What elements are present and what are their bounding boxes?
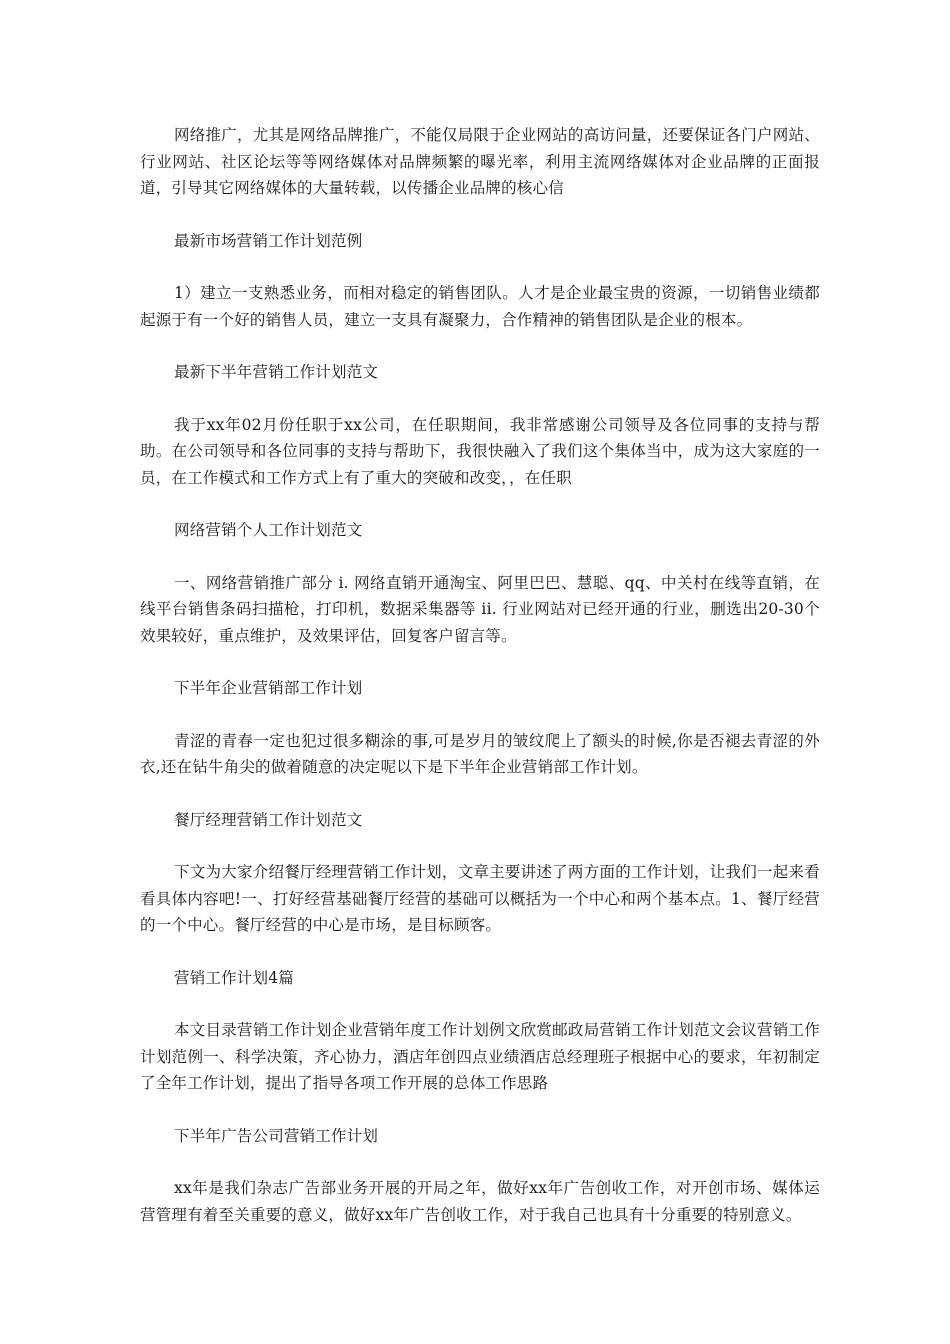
section-heading-1: 最新市场营销工作计划范例	[174, 231, 363, 250]
section-heading-5: 餐厅经理营销工作计划范文	[174, 810, 363, 829]
section-heading-4: 下半年企业营销部工作计划	[174, 679, 363, 697]
section-body-5: 下文为大家介绍餐厅经理营销工作计划，文章主要讲述了两方面的工作计划，让我们一起来看看具体内容吧!一、打好经营基础餐厅经营的基础可以概括为一个中心和两个基本点。1、餐厅经营的一个中心。餐厅经营的中心是市场，是目标顾客。	[140, 863, 820, 934]
section-body-6: 本文目录营销工作计划企业营销年度工作计划例文欣赏邮政局营销工作计划范文会议营销工作计划范例一、科学决策，齐心协力，酒店年创四点业绩酒店总经理班子根据中心的要求，年初制定了全年工作计划，提出了指导各项工作开展的总体工作思路	[140, 1021, 820, 1092]
section-heading-2: 最新下半年营销工作计划范文	[174, 363, 379, 381]
section-body-1: 1）建立一支熟悉业务，而相对稳定的销售团队。人才是企业最宝贵的资源，一切销售业绩都起源于有一个好的销售人员，建立一支具有凝聚力，合作精神的销售团队是企业的根本。	[140, 284, 820, 329]
section-body-2: 我于xx年02月份任职于xx公司，在任职期间，我非常感谢公司领导及各位同事的支持与帮助。在公司领导和各位同事的支持与帮助下，我很快融入了我们这个集体当中，成为这大家庭的一员，在工作模式和工作方式上有了重大的突破和改变，，在任职	[140, 415, 820, 487]
section-body-3: 一、网络营销推广部分 i. 网络直销开通淘宝、阿里巴巴、慧聪、qq、中关村在线等直销，在线平台销售条码扫描枪，打印机，数据采集器等 ii. 行业网站对已经开通的行业，删选出20-30个效果较好，重点维护，及效果评估，回复客户留言等。	[140, 573, 820, 645]
section-heading-7: 下半年广告公司营销工作计划	[174, 1126, 379, 1145]
section-heading-6: 营销工作计划4篇	[174, 968, 294, 987]
document-content	[140, 122, 820, 1228]
section-body-7: xx年是我们杂志广告部业务开展的开局之年，做好xx年广告创收工作，对开创市场、媒体运营管理有着至关重要的意义，做好xx年广告创收工作，对于我自己也具有十分重要的特别意义。	[140, 1179, 820, 1224]
section-body-4: 青涩的青春一定也犯过很多糊涂的事,可是岁月的皱纹爬上了额头的时候,你是否褪去青涩的外衣,还在钻牛角尖的做着随意的决定呢以下是下半年企业营销部工作计划。	[140, 731, 820, 776]
paragraph-intro: 网络推广，尤其是网络品牌推广，不能仅局限于企业网站的高访问量，还要保证各门户网站、行业网站、社区论坛等等网络媒体对品牌频繁的曝光率，利用主流网络媒体对企业品牌的正面报道，引导其它网络媒体的大量转载，以传播企业品牌的核心信	[140, 126, 820, 197]
section-heading-3: 网络营销个人工作计划范文	[174, 521, 363, 539]
